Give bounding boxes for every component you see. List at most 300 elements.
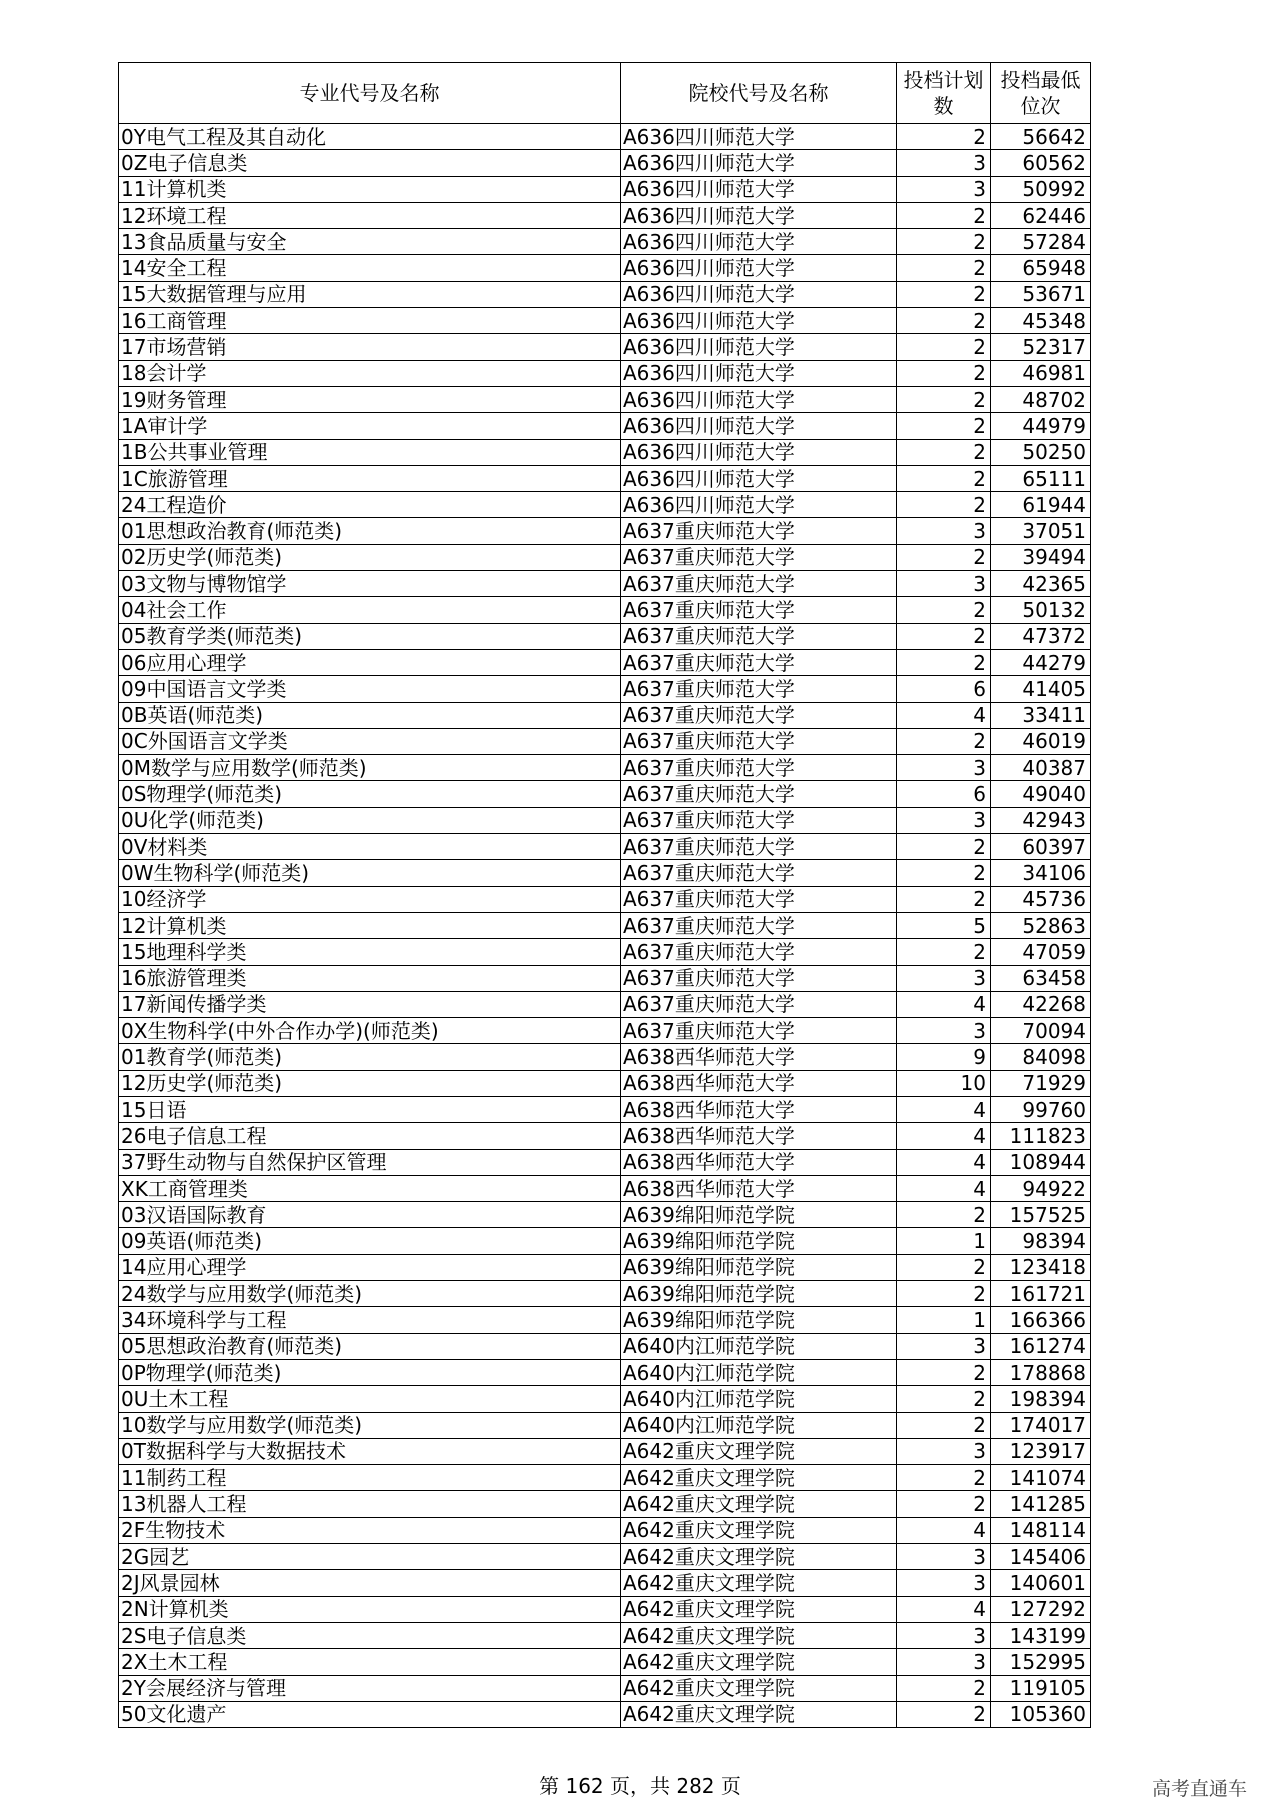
table-row: [119, 1333, 1091, 1359]
table-row: [119, 991, 1091, 1017]
cell-min-rank: 52863: [991, 912, 1091, 938]
cell-min-rank: 166366: [991, 1307, 1091, 1333]
watermark: 高考直通车: [1152, 1778, 1248, 1800]
cell-plan-count: 3: [897, 755, 991, 781]
cell-school: A637重庆师范大学: [621, 860, 897, 886]
cell-major: 03文物与博物馆学: [119, 571, 621, 597]
cell-plan-count: 3: [897, 1544, 991, 1570]
cell-min-rank: 108944: [991, 1149, 1091, 1175]
cell-major: 37野生动物与自然保护区管理: [119, 1149, 621, 1175]
cell-school: A636四川师范大学: [621, 413, 897, 439]
table-row: [119, 702, 1091, 728]
cell-min-rank: 44279: [991, 649, 1091, 675]
cell-school: A642重庆文理学院: [621, 1438, 897, 1464]
cell-min-rank: 48702: [991, 386, 1091, 412]
table-row: [119, 1517, 1091, 1543]
cell-plan-count: 6: [897, 781, 991, 807]
header-row: [119, 63, 1091, 124]
cell-school: A637重庆师范大学: [621, 912, 897, 938]
cell-school: A639绵阳师范学院: [621, 1202, 897, 1228]
cell-major: 03汉语国际教育: [119, 1202, 621, 1228]
cell-major: 14应用心理学: [119, 1254, 621, 1280]
cell-major: 1B公共事业管理: [119, 439, 621, 465]
cell-min-rank: 34106: [991, 860, 1091, 886]
cell-major: 12历史学(师范类): [119, 1070, 621, 1096]
cell-min-rank: 61944: [991, 492, 1091, 518]
cell-min-rank: 44979: [991, 413, 1091, 439]
cell-plan-count: 2: [897, 1491, 991, 1517]
table-row: [119, 1491, 1091, 1517]
header-school: 院校代号及名称: [621, 63, 897, 124]
cell-min-rank: 47059: [991, 939, 1091, 965]
cell-major: 16旅游管理类: [119, 965, 621, 991]
cell-major: 19财务管理: [119, 386, 621, 412]
page-number: 第 162 页，共 282 页: [539, 1774, 741, 1798]
table-row: [119, 229, 1091, 255]
cell-plan-count: 2: [897, 492, 991, 518]
cell-major: 18会计学: [119, 360, 621, 386]
table-row: [119, 1675, 1091, 1701]
cell-school: A636四川师范大学: [621, 150, 897, 176]
cell-plan-count: 1: [897, 1228, 991, 1254]
cell-plan-count: 3: [897, 1570, 991, 1596]
cell-school: A640内江师范学院: [621, 1333, 897, 1359]
cell-school: A642重庆文理学院: [621, 1596, 897, 1622]
table-row: [119, 1254, 1091, 1280]
cell-school: A637重庆师范大学: [621, 939, 897, 965]
cell-plan-count: 2: [897, 360, 991, 386]
cell-min-rank: 143199: [991, 1622, 1091, 1648]
cell-plan-count: 2: [897, 649, 991, 675]
table-row: [119, 413, 1091, 439]
cell-plan-count: 2: [897, 255, 991, 281]
cell-plan-count: 4: [897, 1096, 991, 1122]
cell-min-rank: 119105: [991, 1675, 1091, 1701]
table-row: [119, 860, 1091, 886]
cell-major: 0X生物科学(中外合作办学)(师范类): [119, 1018, 621, 1044]
table-row: [119, 939, 1091, 965]
table-row: [119, 1649, 1091, 1675]
cell-school: A636四川师范大学: [621, 439, 897, 465]
cell-school: A642重庆文理学院: [621, 1675, 897, 1701]
admission-table: [118, 62, 1091, 1728]
cell-school: A636四川师范大学: [621, 176, 897, 202]
table-row: [119, 1149, 1091, 1175]
cell-min-rank: 40387: [991, 755, 1091, 781]
cell-plan-count: 2: [897, 386, 991, 412]
cell-plan-count: 3: [897, 1649, 991, 1675]
cell-plan-count: 3: [897, 1622, 991, 1648]
cell-major: 17市场营销: [119, 334, 621, 360]
cell-plan-count: 10: [897, 1070, 991, 1096]
cell-major: 10经济学: [119, 886, 621, 912]
cell-major: 06应用心理学: [119, 649, 621, 675]
cell-plan-count: 2: [897, 1412, 991, 1438]
cell-school: A640内江师范学院: [621, 1359, 897, 1385]
cell-plan-count: 2: [897, 465, 991, 491]
cell-major: 0Y电气工程及其自动化: [119, 124, 621, 150]
cell-min-rank: 57284: [991, 229, 1091, 255]
cell-school: A638西华师范大学: [621, 1175, 897, 1201]
cell-school: A636四川师范大学: [621, 386, 897, 412]
cell-school: A642重庆文理学院: [621, 1544, 897, 1570]
cell-plan-count: 2: [897, 334, 991, 360]
cell-min-rank: 123418: [991, 1254, 1091, 1280]
cell-major: 15大数据管理与应用: [119, 281, 621, 307]
table-row: [119, 1228, 1091, 1254]
cell-plan-count: 2: [897, 597, 991, 623]
cell-school: A638西华师范大学: [621, 1149, 897, 1175]
cell-min-rank: 46981: [991, 360, 1091, 386]
table-row: [119, 124, 1091, 150]
cell-major: 50文化遗产: [119, 1701, 621, 1727]
cell-school: A640内江师范学院: [621, 1412, 897, 1438]
cell-min-rank: 71929: [991, 1070, 1091, 1096]
cell-plan-count: 2: [897, 439, 991, 465]
cell-school: A637重庆师范大学: [621, 623, 897, 649]
cell-min-rank: 52317: [991, 334, 1091, 360]
cell-major: 0P物理学(师范类): [119, 1359, 621, 1385]
cell-min-rank: 45348: [991, 308, 1091, 334]
cell-min-rank: 60397: [991, 834, 1091, 860]
table-row: [119, 1175, 1091, 1201]
cell-min-rank: 33411: [991, 702, 1091, 728]
header-min-rank: 投档最低位次: [991, 63, 1091, 124]
cell-school: A637重庆师范大学: [621, 597, 897, 623]
cell-plan-count: 5: [897, 912, 991, 938]
cell-plan-count: 2: [897, 124, 991, 150]
header-major: 专业代号及名称: [119, 63, 621, 124]
cell-school: A637重庆师范大学: [621, 1018, 897, 1044]
cell-min-rank: 49040: [991, 781, 1091, 807]
cell-plan-count: 2: [897, 860, 991, 886]
cell-major: 2Y会展经济与管理: [119, 1675, 621, 1701]
cell-major: 2J风景园林: [119, 1570, 621, 1596]
table-row: [119, 1044, 1091, 1070]
cell-min-rank: 152995: [991, 1649, 1091, 1675]
cell-plan-count: 2: [897, 544, 991, 570]
cell-min-rank: 161721: [991, 1281, 1091, 1307]
cell-major: 09中国语言文学类: [119, 676, 621, 702]
cell-school: A636四川师范大学: [621, 255, 897, 281]
cell-school: A637重庆师范大学: [621, 965, 897, 991]
table-row: [119, 1412, 1091, 1438]
cell-plan-count: 3: [897, 176, 991, 202]
cell-school: A636四川师范大学: [621, 465, 897, 491]
table-row: [119, 781, 1091, 807]
cell-min-rank: 50250: [991, 439, 1091, 465]
cell-major: 12计算机类: [119, 912, 621, 938]
cell-school: A638西华师范大学: [621, 1070, 897, 1096]
cell-plan-count: 4: [897, 702, 991, 728]
cell-school: A637重庆师范大学: [621, 676, 897, 702]
cell-min-rank: 41405: [991, 676, 1091, 702]
cell-school: A638西华师范大学: [621, 1123, 897, 1149]
cell-major: 0U化学(师范类): [119, 807, 621, 833]
cell-plan-count: 4: [897, 1123, 991, 1149]
cell-min-rank: 47372: [991, 623, 1091, 649]
cell-plan-count: 3: [897, 965, 991, 991]
table-row: [119, 807, 1091, 833]
cell-min-rank: 45736: [991, 886, 1091, 912]
cell-school: A640内江师范学院: [621, 1386, 897, 1412]
table-row: [119, 1281, 1091, 1307]
table-row: [119, 834, 1091, 860]
cell-major: XK工商管理类: [119, 1175, 621, 1201]
cell-min-rank: 84098: [991, 1044, 1091, 1070]
cell-major: 01教育学(师范类): [119, 1044, 621, 1070]
cell-school: A636四川师范大学: [621, 124, 897, 150]
cell-min-rank: 37051: [991, 518, 1091, 544]
table-row: [119, 360, 1091, 386]
cell-school: A636四川师范大学: [621, 492, 897, 518]
cell-school: A637重庆师范大学: [621, 755, 897, 781]
cell-plan-count: 2: [897, 1701, 991, 1727]
cell-school: A638西华师范大学: [621, 1044, 897, 1070]
cell-plan-count: 3: [897, 1018, 991, 1044]
cell-school: A639绵阳师范学院: [621, 1307, 897, 1333]
cell-school: A639绵阳师范学院: [621, 1254, 897, 1280]
table-row: [119, 1359, 1091, 1385]
cell-major: 11计算机类: [119, 176, 621, 202]
cell-min-rank: 198394: [991, 1386, 1091, 1412]
header-plan-count: 投档计划数: [897, 63, 991, 124]
cell-min-rank: 50132: [991, 597, 1091, 623]
cell-school: A637重庆师范大学: [621, 649, 897, 675]
cell-min-rank: 148114: [991, 1517, 1091, 1543]
cell-school: A637重庆师范大学: [621, 781, 897, 807]
cell-school: A642重庆文理学院: [621, 1622, 897, 1648]
cell-min-rank: 127292: [991, 1596, 1091, 1622]
cell-min-rank: 105360: [991, 1701, 1091, 1727]
cell-major: 26电子信息工程: [119, 1123, 621, 1149]
table-row: [119, 1123, 1091, 1149]
cell-plan-count: 4: [897, 1149, 991, 1175]
table-row: [119, 1202, 1091, 1228]
cell-plan-count: 2: [897, 1675, 991, 1701]
cell-min-rank: 99760: [991, 1096, 1091, 1122]
cell-major: 01思想政治教育(师范类): [119, 518, 621, 544]
cell-major: 2G园艺: [119, 1544, 621, 1570]
cell-min-rank: 65111: [991, 465, 1091, 491]
cell-min-rank: 141074: [991, 1465, 1091, 1491]
cell-plan-count: 2: [897, 1386, 991, 1412]
cell-min-rank: 62446: [991, 202, 1091, 228]
cell-plan-count: 2: [897, 834, 991, 860]
cell-min-rank: 42268: [991, 991, 1091, 1017]
cell-school: A636四川师范大学: [621, 229, 897, 255]
cell-min-rank: 141285: [991, 1491, 1091, 1517]
cell-school: A637重庆师范大学: [621, 702, 897, 728]
table-row: [119, 281, 1091, 307]
cell-major: 24工程造价: [119, 492, 621, 518]
cell-min-rank: 50992: [991, 176, 1091, 202]
cell-school: A637重庆师范大学: [621, 571, 897, 597]
cell-min-rank: 145406: [991, 1544, 1091, 1570]
table-row: [119, 571, 1091, 597]
table-row: [119, 1701, 1091, 1727]
cell-major: 13机器人工程: [119, 1491, 621, 1517]
cell-plan-count: 2: [897, 1202, 991, 1228]
cell-plan-count: 2: [897, 281, 991, 307]
cell-school: A639绵阳师范学院: [621, 1228, 897, 1254]
cell-school: A636四川师范大学: [621, 360, 897, 386]
cell-major: 15地理科学类: [119, 939, 621, 965]
table-row: [119, 886, 1091, 912]
cell-plan-count: 2: [897, 728, 991, 754]
cell-major: 13食品质量与安全: [119, 229, 621, 255]
cell-major: 0M数学与应用数学(师范类): [119, 755, 621, 781]
table-row: [119, 912, 1091, 938]
cell-min-rank: 157525: [991, 1202, 1091, 1228]
cell-major: 12环境工程: [119, 202, 621, 228]
cell-major: 0B英语(师范类): [119, 702, 621, 728]
cell-min-rank: 56642: [991, 124, 1091, 150]
table-row: [119, 649, 1091, 675]
table-row: [119, 308, 1091, 334]
table-row: [119, 150, 1091, 176]
cell-plan-count: 2: [897, 1281, 991, 1307]
cell-plan-count: 3: [897, 807, 991, 833]
cell-major: 0Z电子信息类: [119, 150, 621, 176]
cell-major: 11制药工程: [119, 1465, 621, 1491]
cell-min-rank: 111823: [991, 1123, 1091, 1149]
cell-school: A642重庆文理学院: [621, 1517, 897, 1543]
table-row: [119, 965, 1091, 991]
table-row: [119, 1622, 1091, 1648]
cell-min-rank: 65948: [991, 255, 1091, 281]
table-row: [119, 202, 1091, 228]
cell-school: A637重庆师范大学: [621, 544, 897, 570]
cell-major: 05思想政治教育(师范类): [119, 1333, 621, 1359]
cell-plan-count: 3: [897, 571, 991, 597]
table-row: [119, 597, 1091, 623]
cell-plan-count: 2: [897, 1359, 991, 1385]
table-row: [119, 676, 1091, 702]
cell-major: 0T数据科学与大数据技术: [119, 1438, 621, 1464]
cell-school: A637重庆师范大学: [621, 728, 897, 754]
cell-major: 0V材料类: [119, 834, 621, 860]
table-row: [119, 1465, 1091, 1491]
cell-major: 34环境科学与工程: [119, 1307, 621, 1333]
cell-major: 14安全工程: [119, 255, 621, 281]
cell-school: A642重庆文理学院: [621, 1570, 897, 1596]
cell-school: A642重庆文理学院: [621, 1701, 897, 1727]
cell-plan-count: 1: [897, 1307, 991, 1333]
cell-plan-count: 6: [897, 676, 991, 702]
cell-plan-count: 4: [897, 1517, 991, 1543]
cell-school: A636四川师范大学: [621, 202, 897, 228]
cell-major: 1A审计学: [119, 413, 621, 439]
table-row: [119, 1070, 1091, 1096]
cell-school: A636四川师范大学: [621, 281, 897, 307]
cell-school: A639绵阳师范学院: [621, 1281, 897, 1307]
cell-major: 2F生物技术: [119, 1517, 621, 1543]
cell-major: 1C旅游管理: [119, 465, 621, 491]
cell-min-rank: 94922: [991, 1175, 1091, 1201]
table-row: [119, 544, 1091, 570]
cell-school: A637重庆师范大学: [621, 518, 897, 544]
cell-plan-count: 2: [897, 308, 991, 334]
table-row: [119, 386, 1091, 412]
cell-major: 16工商管理: [119, 308, 621, 334]
cell-school: A637重庆师范大学: [621, 834, 897, 860]
cell-major: 2X土木工程: [119, 1649, 621, 1675]
table-row: [119, 1570, 1091, 1596]
cell-min-rank: 123917: [991, 1438, 1091, 1464]
cell-plan-count: 2: [897, 413, 991, 439]
cell-school: A642重庆文理学院: [621, 1649, 897, 1675]
cell-min-rank: 60562: [991, 150, 1091, 176]
cell-plan-count: 2: [897, 939, 991, 965]
table-row: [119, 439, 1091, 465]
cell-major: 05教育学类(师范类): [119, 623, 621, 649]
table-row: [119, 465, 1091, 491]
cell-min-rank: 140601: [991, 1570, 1091, 1596]
table-row: [119, 255, 1091, 281]
cell-school: A637重庆师范大学: [621, 807, 897, 833]
table-row: [119, 1018, 1091, 1044]
cell-major: 0U土木工程: [119, 1386, 621, 1412]
cell-min-rank: 53671: [991, 281, 1091, 307]
table-row: [119, 755, 1091, 781]
cell-plan-count: 2: [897, 229, 991, 255]
cell-plan-count: 2: [897, 623, 991, 649]
cell-major: 15日语: [119, 1096, 621, 1122]
table-row: [119, 1596, 1091, 1622]
cell-school: A636四川师范大学: [621, 334, 897, 360]
table-row: [119, 176, 1091, 202]
cell-major: 10数学与应用数学(师范类): [119, 1412, 621, 1438]
cell-min-rank: 63458: [991, 965, 1091, 991]
cell-min-rank: 174017: [991, 1412, 1091, 1438]
cell-major: 2N计算机类: [119, 1596, 621, 1622]
cell-min-rank: 46019: [991, 728, 1091, 754]
cell-min-rank: 42365: [991, 571, 1091, 597]
cell-major: 17新闻传播学类: [119, 991, 621, 1017]
cell-min-rank: 39494: [991, 544, 1091, 570]
cell-plan-count: 3: [897, 1333, 991, 1359]
cell-major: 24数学与应用数学(师范类): [119, 1281, 621, 1307]
cell-school: A637重庆师范大学: [621, 991, 897, 1017]
table-row: [119, 623, 1091, 649]
cell-min-rank: 161274: [991, 1333, 1091, 1359]
table-row: [119, 1096, 1091, 1122]
cell-plan-count: 4: [897, 1596, 991, 1622]
cell-major: 0C外国语言文学类: [119, 728, 621, 754]
cell-plan-count: 3: [897, 150, 991, 176]
table-row: [119, 492, 1091, 518]
cell-plan-count: 2: [897, 1465, 991, 1491]
cell-plan-count: 2: [897, 202, 991, 228]
cell-min-rank: 178868: [991, 1359, 1091, 1385]
cell-major: 2S电子信息类: [119, 1622, 621, 1648]
cell-min-rank: 42943: [991, 807, 1091, 833]
table-row: [119, 1438, 1091, 1464]
table-row: [119, 334, 1091, 360]
cell-school: A638西华师范大学: [621, 1096, 897, 1122]
cell-plan-count: 2: [897, 886, 991, 912]
cell-plan-count: 9: [897, 1044, 991, 1070]
cell-plan-count: 4: [897, 1175, 991, 1201]
cell-major: 02历史学(师范类): [119, 544, 621, 570]
cell-major: 09英语(师范类): [119, 1228, 621, 1254]
cell-plan-count: 2: [897, 1254, 991, 1280]
cell-min-rank: 98394: [991, 1228, 1091, 1254]
cell-plan-count: 3: [897, 518, 991, 544]
cell-school: A642重庆文理学院: [621, 1491, 897, 1517]
table-row: [119, 518, 1091, 544]
